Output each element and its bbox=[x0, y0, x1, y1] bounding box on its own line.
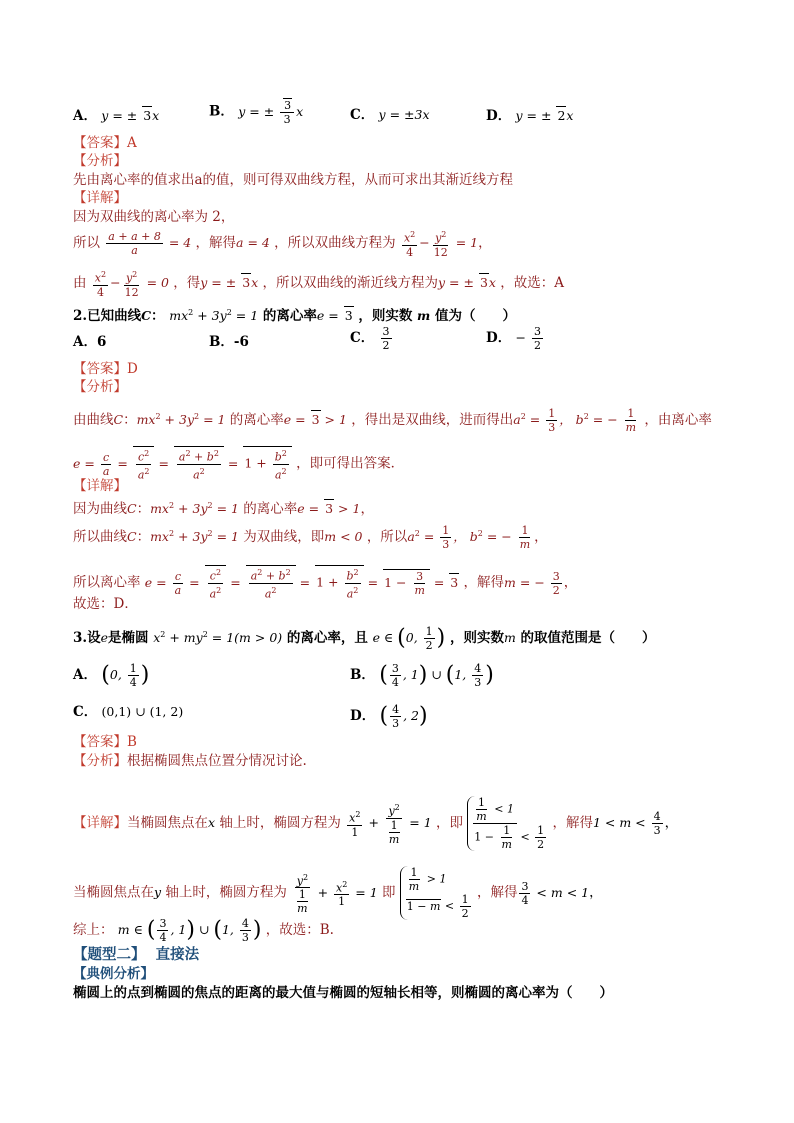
q3-option-b: B． ( $\frac{3}{4}$ , 1) ∪ (1, $\frac{4}{3}$ ) bbox=[350, 662, 494, 689]
q2-analysis-2: e = $\frac{c}{a}$ = $\frac{c^2}{a^2}$ = $\frac{a^2 + b^2}{a^2}$ = 1 + $\frac{b^2}{a^2}$ ，即可得出答案． bbox=[73, 446, 404, 481]
section-question: 椭圆上的点到椭圆的焦点的距离的最大值与椭圆的短轴长相等，则椭圆的离心率为（ ） bbox=[73, 985, 613, 1001]
q2-detail-tag: 【详解】 bbox=[73, 478, 127, 494]
q3-option-d: D． ( $\frac{4}{3}$ , 2) bbox=[350, 703, 428, 730]
q3-stem: 3.设e是椭圆 $x^2 + my^2 = 1(m > 0)$ 的离心率，且 e ∈ (0, $\frac{1}{2}$ ) ，则实数m 的取值范围是（ ） bbox=[73, 625, 656, 652]
section-subheading: 【典例分析】 bbox=[73, 966, 154, 982]
q2-answer: 【答案】D bbox=[73, 361, 138, 377]
q1-option-b: B． y = ± $\frac{3}{3}$ x bbox=[209, 99, 304, 126]
q3-detail-2: 当椭圆焦点在y 轴上时，椭圆方程为 $\frac{y^2}{\frac{1}{m}}$ + $\frac{x^2}{1}$ = 1 即 $\frac{1}{m}$ > 1 1 − m < $\frac{1}{2}$ ，解得 $\frac{3}{4}$ < m < 1， bbox=[73, 866, 603, 920]
q3-detail-1: 【详解】当椭圆焦点在x 轴上时，椭圆方程为 $\frac{x^2}{1}$ + $\frac{y^2}{\frac{1}{m}}$ = 1 ，即 $\frac{1}{m}$ < 1 1 − $\frac{1}{m}$ < $\frac{1}{2}$ ，解得1 < m < $\frac{4}{3}$ ， bbox=[73, 796, 679, 851]
q2-detail-4: 故选：D． bbox=[73, 596, 138, 612]
q2-detail-1: 因为曲线C：$mx^2 + 3y^2 = 1$ 的离心率e = 3 > 1， bbox=[73, 501, 374, 518]
q2-analysis-tag: 【分析】 bbox=[73, 379, 127, 395]
q3-detail-3: 综上： m ∈ ( $\frac{3}{4}$ , 1) ∪ (1, $\frac{4}{3}$ ) ，故选：B. bbox=[73, 917, 334, 944]
q1-option-d: D． y = ± 2x bbox=[486, 108, 574, 124]
q1-detail-2: 所以 $\frac{a + a + 8}{a}$ = 4 ，解得a = 4 ，所以双曲线方程为 $\frac{x^2}{4}$ − $\frac{y^2}{12}$ = 1， bbox=[73, 229, 492, 259]
q2-detail-2: 所以曲线C：$mx^2 + 3y^2 = 1$ 为双曲线，即m < 0 ，所以$a^2$ = $\frac{1}{3}$ ， $b^2$ = − $\frac{1}{m}$ ， bbox=[73, 524, 548, 551]
q2-option-c: C． $\frac{3}{2}$ bbox=[350, 325, 390, 352]
q2-option-d: D． − $\frac{3}{2}$ bbox=[486, 325, 541, 352]
q1-detail-1: 因为双曲线的离心率为 2， bbox=[73, 209, 235, 225]
q3-answer: 【答案】B bbox=[73, 734, 137, 750]
q2-option-b: B．-6 bbox=[209, 334, 249, 350]
section-heading: 【题型二】 直接法 bbox=[73, 946, 200, 963]
q3-option-a: A． (0, $\frac{1}{4}$ ) bbox=[73, 662, 150, 689]
q1-detail-tag: 【详解】 bbox=[73, 190, 127, 206]
q3-analysis: 【分析】根据椭圆焦点位置分情况讨论. bbox=[73, 753, 307, 769]
q2-option-a: A．6 bbox=[73, 334, 107, 350]
q1-answer: 【答案】A bbox=[73, 135, 137, 151]
q2-analysis-1: 由曲线C：$mx^2 + 3y^2 = 1$ 的离心率e = 3 > 1 ，得出是双曲线，进而得出$a^2$ = $\frac{1}{3}$ ， $b^2$ = − $\frac{1}{m}$ ，由离心率 bbox=[73, 407, 712, 434]
q2-stem: 2.已知曲线C： $mx^2 + 3y^2 = 1$ 的离心率e = 3 ，则实数 m 值为（ ） bbox=[73, 308, 516, 325]
q1-detail-3: 由 $\frac{x^2}{4}$ − $\frac{y^2}{12}$ = 0 ，得y = ± 3x ，所以双曲线的渐近线方程为y = ± 3x ，故选：A bbox=[73, 270, 565, 299]
q1-option-c: C． y = ±3x bbox=[350, 107, 430, 123]
q2-detail-3: 所以离心率 e = $\frac{c}{a}$ = $\frac{c^2}{a^2}$ = $\frac{a^2 + b^2}{a^2}$ = 1 + $\frac{b^2}{a^2}$ = 1 − $\frac{3}{m}$ = 3 ，解得m = − $\frac{3}{2}$ ， bbox=[73, 565, 577, 600]
q1-analysis-tag: 【分析】 bbox=[73, 153, 127, 169]
q1-analysis: 先由离心率的值求出a的值，则可得双曲线方程，从而可求出其渐近线方程 bbox=[73, 172, 514, 188]
q3-option-c: C． (0,1) ∪ (1, 2) bbox=[73, 704, 184, 720]
q1-option-a: A． y = ± 3x bbox=[73, 108, 160, 124]
